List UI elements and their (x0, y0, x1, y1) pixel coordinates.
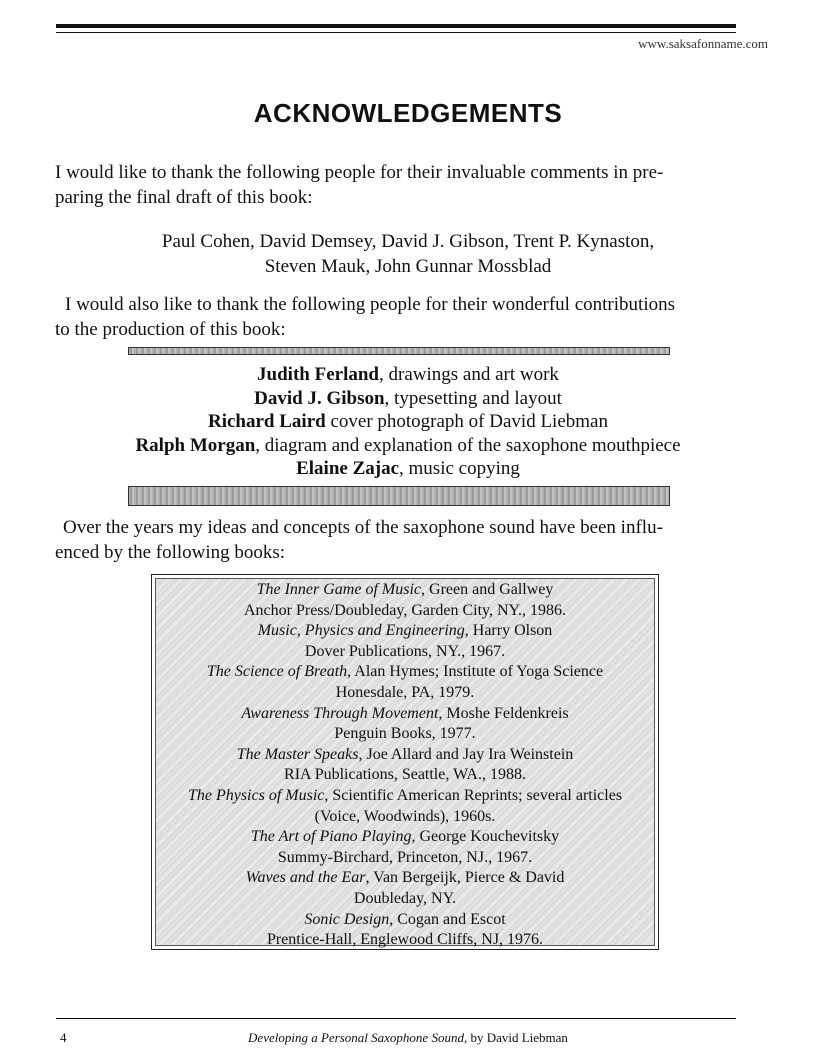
book-publisher: (Voice, Woodwinds), 1960s. (314, 807, 496, 825)
decorative-stripe-top (128, 347, 670, 355)
intro-line-2: paring the final draft of this book: (55, 187, 313, 208)
contributor-line (0, 363, 816, 387)
book-title: The Physics of Music (187, 786, 325, 804)
website-url: www.saksafonname.com (638, 36, 768, 51)
book-author: , Van Bergeijk, Pierce & David (365, 869, 565, 887)
header-rule-thick (56, 24, 736, 28)
book-title: The Inner Game of Music (256, 581, 422, 598)
contributions-paragraph (55, 292, 745, 342)
reviewer-names (0, 229, 816, 279)
intro-paragraph (55, 160, 745, 210)
book-author: , Green and Gallwey (421, 581, 554, 598)
book-author: , Harry Olson (464, 622, 553, 640)
contributions-line-1: I would also like to thank the following people for their wonderful contributions (65, 294, 675, 315)
book-title: The Art of Piano Playing (250, 828, 412, 846)
contributor-line (0, 434, 816, 458)
reviewer-names-line-2: Steven Mauk, John Gunnar Mossblad (264, 256, 552, 277)
contributor-name: Richard Laird (208, 411, 326, 432)
book-entry (152, 868, 658, 889)
influences-line-1: Over the years my ideas and concepts of the saxophone sound have been influ- (63, 517, 663, 538)
books-box (151, 574, 659, 950)
book-author: , Joe Allard and Jay Ira Weinstein (358, 745, 574, 763)
contributor-name: David J. Gibson (254, 387, 385, 409)
book-entry (152, 910, 658, 931)
contributor-line (0, 387, 816, 411)
book-entry (152, 580, 658, 601)
contributor-role: , music copying (399, 458, 520, 479)
book-title: Waves and the Ear (245, 869, 366, 887)
book-entry (152, 621, 658, 642)
header-rule-thin (56, 32, 736, 33)
decorative-stripe-bottom (128, 486, 670, 506)
intro-line-1: I would like to thank the following people for their invaluable comments in pre- (55, 162, 664, 183)
book-author: , Scientific American Reprints; several articles (324, 786, 623, 804)
contributors-list (0, 363, 816, 481)
footer-byline: , by David Liebman (463, 1030, 568, 1045)
book-list (152, 580, 658, 951)
footer-book-title: Developing a Personal Saxophone Sound (248, 1030, 464, 1045)
book-entry (152, 704, 658, 725)
contributor-name: Elaine Zajac (296, 458, 400, 479)
footer-rule (56, 1018, 736, 1019)
book-publisher: Dover Publications, NY., 1967. (304, 642, 506, 660)
contributor-name: Ralph Morgan (135, 434, 256, 456)
running-footer (0, 1030, 816, 1046)
book-entry (152, 786, 658, 807)
book-publisher: Anchor Press/Doubleday, Garden City, NY., 1986. (243, 601, 567, 619)
book-entry (152, 827, 658, 848)
book-title: The Science of Breath (206, 663, 348, 681)
book-author: , Alan Hymes; Institute of Yoga Science (347, 663, 604, 681)
influences-line-2: enced by the following books: (55, 542, 286, 563)
book-title: The Master Speaks (236, 745, 359, 763)
book-title: Sonic Design (304, 910, 390, 928)
contributor-role: cover photograph of David Liebman (325, 411, 608, 432)
contributor-line (0, 410, 816, 434)
page-number: 4 (60, 1030, 67, 1045)
book-publisher: Prentice-Hall, Englewood Cliffs, NJ, 1976. (266, 931, 544, 949)
book-title: Awareness Through Movement (241, 704, 439, 722)
book-entry (152, 745, 658, 766)
book-author: , Cogan and Escot (389, 910, 506, 928)
contributor-line (0, 457, 816, 481)
book-publisher: Honesdale, PA, 1979. (335, 683, 475, 701)
book-publisher: Doubleday, NY. (353, 889, 457, 907)
page-title: ACKNOWLEDGEMENTS (253, 98, 563, 128)
book-publisher: Penguin Books, 1977. (334, 725, 476, 743)
contributor-name: Judith Ferland (257, 364, 379, 385)
reviewer-names-line-1: Paul Cohen, David Demsey, David J. Gibson, Trent P. Kynaston, (161, 231, 655, 252)
contributor-role: , typesetting and layout (384, 387, 562, 409)
book-entry (152, 662, 658, 683)
contributor-role: , drawings and art work (379, 364, 559, 385)
influences-paragraph (55, 515, 745, 565)
contributions-line-2: to the production of this book: (55, 319, 286, 340)
book-title: Music, Physics and Engineering (257, 622, 465, 640)
contributor-role: , diagram and explanation of the saxophone mouthpiece (255, 434, 681, 456)
book-publisher: Summy-Birchard, Princeton, NJ., 1967. (277, 848, 533, 866)
book-author: , George Kouchevitsky (411, 828, 560, 846)
book-author: , Moshe Feldenkreis (438, 704, 569, 722)
book-publisher: RIA Publications, Seattle, WA., 1988. (284, 766, 526, 784)
